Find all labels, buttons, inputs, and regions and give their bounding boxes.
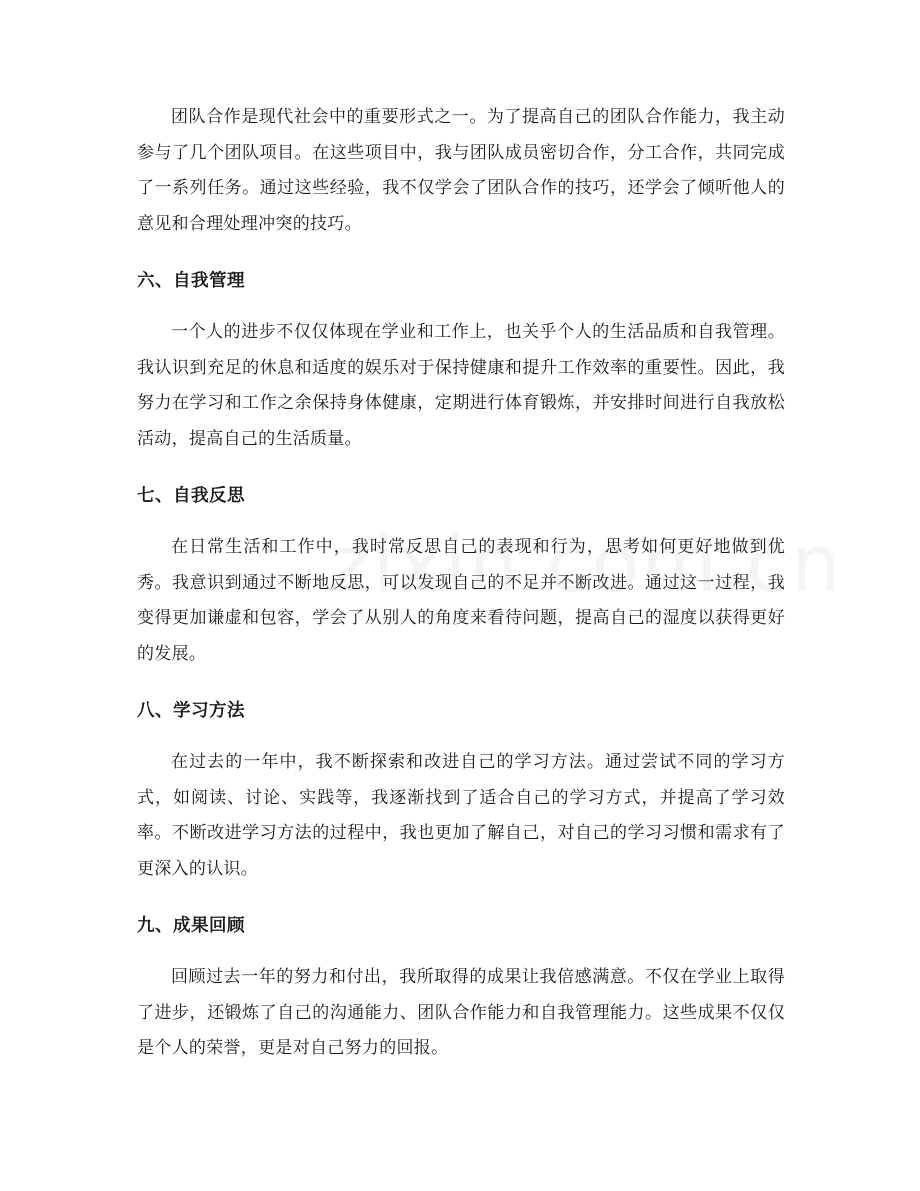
paragraph-team-work: 团队合作是现代社会中的重要形式之一。为了提高自己的团队合作能力，我主动参与了几个团队项目。在这些项目中，我与团队成员密切合作，分工合作，共同完成了一系列任务。通过这些经验，我不仅学会了团队合作的技巧，还学会了倾听他人的意见和合理处理冲突的技巧。 (137, 107, 785, 234)
heading-self-reflection: 七、自我反思 (137, 486, 245, 506)
heading-self-management: 六、自我管理 (137, 271, 245, 291)
heading-results-review: 九、成果回顾 (137, 916, 245, 936)
paragraph-results-review: 回顾过去一年的努力和付出，我所取得的成果让我倍感满意。不仅在学业上取得了进步，还锻炼了自己的沟通能力、团队合作能力和自我管理能力。这些成果不仅仅是个人的荣誉，更是对自己努力的回报。 (137, 967, 785, 1058)
paragraph-learning-methods: 在过去的一年中，我不断探索和改进自己的学习方法。通过尝试不同的学习方式，如阅读、讨论、实践等，我逐渐找到了适合自己的学习方式，并提高了学习效率。不断改进学习方法的过程中，我也更加了解自己，对自己的学习习惯和需求有了更深入的认识。 (137, 752, 785, 879)
document-body (137, 100, 785, 1067)
heading-learning-methods: 八、学习方法 (137, 701, 245, 721)
paragraph-self-reflection: 在日常生活和工作中，我时常反思自己的表现和行为，思考如何更好地做到优秀。我意识到通过不断地反思，可以发现自己的不足并不断改进。通过这一过程，我变得更加谦虚和包容，学会了从别人的角度来看待问题，提高自己的湿度以获得更好的发展。 (137, 537, 785, 664)
paragraph-self-management: 一个人的进步不仅仅体现在学业和工作上，也关乎个人的生活品质和自我管理。我认识到充足的休息和适度的娱乐对于保持健康和提升工作效率的重要性。因此，我努力在学习和工作之余保持身体健康，定期进行体育锻炼，并安排时间进行自我放松活动，提高自己的生活质量。 (137, 322, 785, 449)
